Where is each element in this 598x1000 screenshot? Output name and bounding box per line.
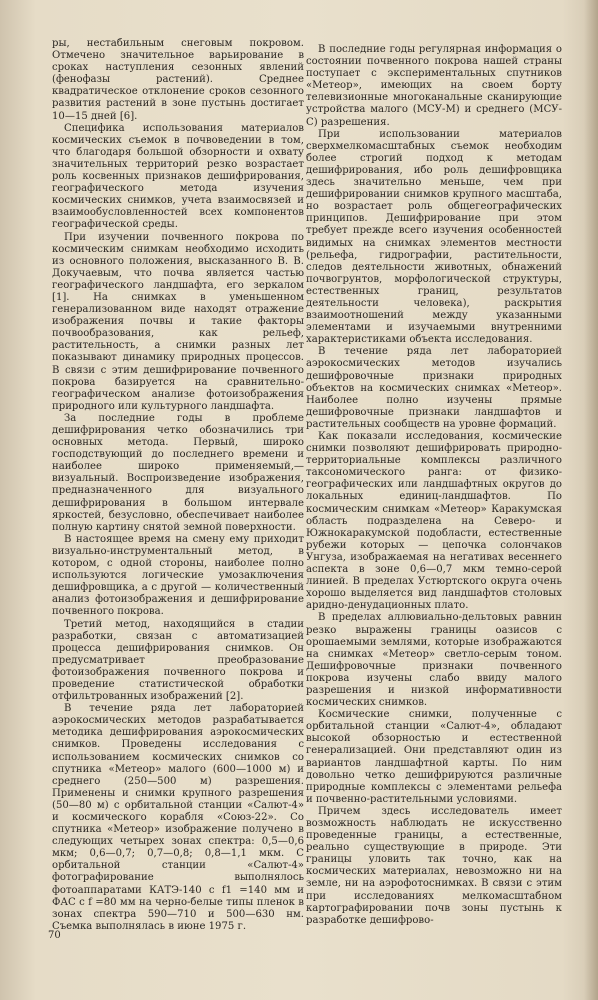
left-paragraph-1: ры, нестабильным снеговым покровом. Отмечено значительное варьирование в сроках наступления сезонных явлений (фенофазы растений). Среднее квадратическое отклонение сроков сезонного развития растений в зоне пустынь достигает 10—15 дней [6]. <box>52 38 304 122</box>
book-binding-shadow <box>584 0 598 1000</box>
page-number: 70 <box>48 930 61 941</box>
right-paragraph-2: При использовании материалов сверхмелкомасштабных съемок необходим более строгий подход к методам дешифрирования, ибо роль дешифровщика здесь значительно меньше, чем при дешифрировании снимков крупного масштаба, но возрастает роль общегеографических принципов. Дешифрирование при этом требует прежде всего изучения особенностей видимых на снимках элементов местности (рельефа, гидрографии, растительности, следов деятельности животных, обнажений почвогрунтов, морфологической структуры, естественных границ, результатов деятельности человека), раскрытия взаимоотношений между указанными элементами и изучаемыми внутренними характеристиками объекта исследования. <box>306 128 562 346</box>
right-paragraph-7: Причем здесь исследователь имеет возможность наблюдать не искусственно проведенные границы, а естественные, реально существующие в природе. Эти границы уловить так точно, как на космических материалах, невозможно ни на земле, ни на аэрофотоснимках. В связи с этим при исследованиях мелкомасштабном картографировании почв зоны пустынь к разработке дешифрово- <box>306 805 562 926</box>
left-paragraph-7: В течение ряда лет лабораторией аэрокосмических методов разрабатывается методика дешифрирования аэрокосмических снимков. Проведены исследования с использованием космических снимков со спутника «Метеор» малого (600—1000 м) и среднего (250—500 м) разрешения. Применены и снимки крупного разрешения (50—80 м) с орбитальной станции «Салют-4» и космического корабля «Союз-22». Со спутника «Метеор» изображение получено в следующих четырех зонах спектра: 0,5—0,6 мкм; 0,6—0,7; 0,7—0,8; 0,8—1,1 мкм. С орбитальной станции «Салют-4» фотографирование выполнялось фотоаппаратами КАТЭ-140 с f1 =140 мм и ФАС с f =80 мм на черно-белые типы пленок в зонах спектра 590—710 и 500—630 нм. Съемка выполнялась в июне 1975 г. <box>52 703 304 932</box>
right-paragraph-5: В пределах аллювиально-дельтовых равнин резко выражены границы оазисов с орошаемыми землями, которые изображаются на снимках «Метеор» светло-серым тоном. Дешифровочные признаки почвенного покрова изучены слабо ввиду малого разрешения и низкой информативности космических снимков. <box>306 612 562 709</box>
left-paragraph-5: В настоящее время на смену ему приходит визуально-инструментальный метод, в котором, с одной стороны, наиболее полно используются логические умозаключения дешифровщика, а с другой — количественный анализ фотоизображения и дешифрирование почвенного покрова. <box>52 533 304 618</box>
right-paragraph-1: В последние годы регулярная информация о состоянии почвенного покрова нашей страны поступает с экспериментальных спутников «Метеор», имеющих на своем борту телевизионные многоканальные сканирующие устройства малого (МСУ-М) и среднего (МСУ-С) разрешения. <box>306 44 562 128</box>
left-paragraph-3: При изучении почвенного покрова по космическим снимкам необходимо исходить из основного положения, высказанного В. В. Докучаевым, что почва является частью географического ландшафта, его зеркалом [1]. На снимках в уменьшенном генерализованном виде находят отражение изображения почвы и такие факторы почвообразования, как рельеф, растительность, а снимки разных лет показывают динамику природных процессов. В связи с этим дешифрирование почвенного покрова базируется на сравнительно-географическом анализе фотоизображения природного или культурного ландшафта. <box>52 231 304 412</box>
left-column <box>52 38 304 938</box>
left-paragraph-6: Третий метод, находящийся в стадии разработки, связан с автоматизацией процесса дешифрирования снимков. Он предусматривает преобразование фотоизображения почвенного покрова и проведение статистической обработки отфильтрованных изображений [2]. <box>52 618 304 703</box>
left-paragraph-2: Специфика использования материалов космических съемок в почвоведении в том, что благодаря большой обзорности и охвату значительных территорий резко возрастает роль косвенных признаков дешифрирования, географического метода изучения космических снимков, учета взаимосвязей и взаимообусловленностей всех компонентов географической среды. <box>52 122 304 231</box>
right-column <box>306 44 562 934</box>
right-paragraph-3: В течение ряда лет лабораторией аэрокосмических методов изучались дешифровочные признаки природных объектов на космических снимках «Метеор». Наиболее полно изучены прямые дешифровочные признаки ландшафтов и растительных сообществ на уровне формаций. <box>306 346 562 430</box>
right-paragraph-6: Космические снимки, полученные с орбитальной станции «Салют-4», обладают высокой обзорностью и естественной генерализацией. Они представляют один из вариантов ландшафтной карты. По ним довольно четко дешифрируются различные природные комплексы с элементами рельефа и почвенно-растительными условиями. <box>306 709 562 805</box>
right-paragraph-4: Как показали исследования, космические снимки позволяют дешифрировать природно-территориальные комплексы различного таксономического ранга: от физико-географических или ландшафтных округов до локальных единиц-ландшафтов. По космическим снимкам «Метеор» Каракумская область подразделена на Северо- и Южнокаракумской подобласти, естественные рубежи которых — цепочка солончаков Унгуза, изображаемая на негативах весеннего аспекта в зоне 0,6—0,7 мкм темно-серой линией. В пределах Устюртского округа очень хорошо выделяется вид ландшафтов столовых аридно-денудационных плато. <box>306 431 562 612</box>
left-paragraph-4: За последние годы в проблеме дешифрирования четко обозначились три основных метода. Первый, широко господствующий до последнего времени и наиболее широко применяемый,—визуальный. Воспроизведение изображения, предназначенного для визуального дешифрирования в большом интервале яркостей, безусловно, обеспечивает наиболее полную картину снятой земной поверхности. <box>52 412 304 533</box>
